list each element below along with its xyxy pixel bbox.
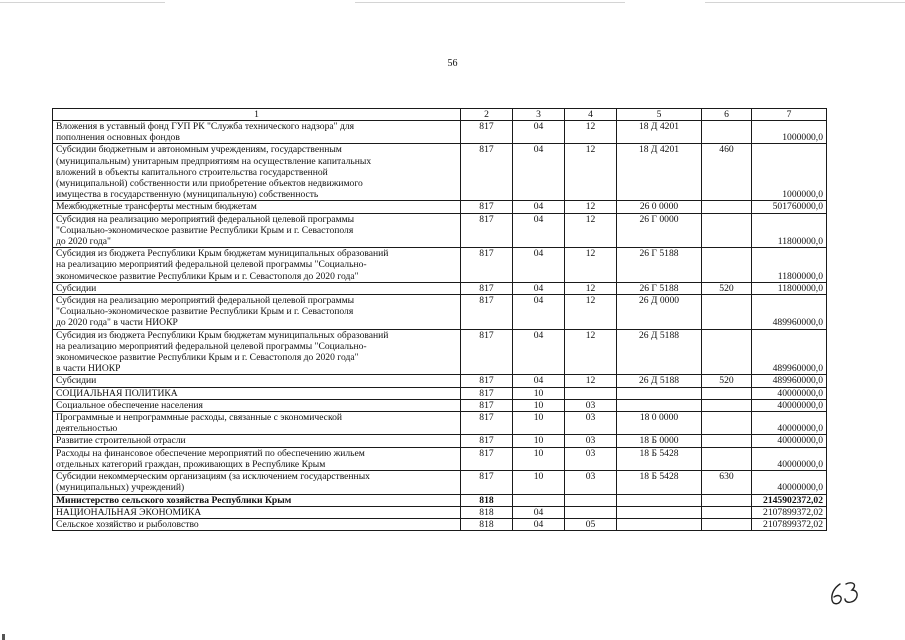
row-target-article-cell: 18 Б 0000: [617, 435, 702, 447]
row-target-article-cell: 18 Д 4201: [617, 144, 702, 201]
row-subsection-cell: 03: [565, 471, 617, 494]
header-cell-7: 7: [752, 109, 827, 121]
row-amount-cell: 11800000,0: [752, 213, 827, 248]
row-code-cell: 817: [461, 471, 513, 494]
table-row: [53, 447, 827, 470]
row-name-cell: Субсидии некоммерческим организациям (за исключением государственных (муниципальных) учреждений): [53, 471, 461, 494]
row-target-article-cell: 18 0 0000: [617, 412, 702, 435]
table-row: [53, 213, 827, 248]
budget-table: [52, 108, 827, 531]
row-amount-cell: 1000000,0: [752, 121, 827, 144]
scan-edge-line: [705, 2, 905, 3]
row-target-article-cell: [617, 494, 702, 506]
header-cell-2: 2: [461, 109, 513, 121]
row-subsection-cell: 05: [565, 518, 617, 530]
row-section-cell: 10: [513, 447, 565, 470]
row-section-cell: 04: [513, 144, 565, 201]
row-code-cell: 817: [461, 201, 513, 213]
row-name-cell: Субсидия на реализацию мероприятий федеральной целевой программы "Социально-экономическое развитие Республики Крым и г. Севастополя до 2020 года": [53, 213, 461, 248]
table-row: [53, 144, 827, 201]
table-row: [53, 471, 827, 494]
row-target-article-cell: [617, 506, 702, 518]
header-cell-6: 6: [702, 109, 752, 121]
header-cell-1: 1: [53, 109, 461, 121]
row-code-cell: 817: [461, 121, 513, 144]
row-subsection-cell: 03: [565, 435, 617, 447]
row-code-cell: 817: [461, 399, 513, 411]
row-target-article-cell: [617, 518, 702, 530]
row-name-cell: Развитие строительной отрасли: [53, 435, 461, 447]
row-code-cell: 817: [461, 329, 513, 375]
row-subsection-cell: [565, 494, 617, 506]
row-name-cell: Сельское хозяйство и рыболовство: [53, 518, 461, 530]
row-subsection-cell: 12: [565, 329, 617, 375]
row-target-article-cell: [617, 399, 702, 411]
row-amount-cell: 40000000,0: [752, 412, 827, 435]
row-target-article-cell: 26 0 0000: [617, 201, 702, 213]
row-name-cell: Программные и непрограммные расходы, связанные с экономической деятельностью: [53, 412, 461, 435]
row-section-cell: 10: [513, 412, 565, 435]
row-code-cell: 817: [461, 387, 513, 399]
table-body: [53, 109, 827, 531]
row-expense-type-cell: [702, 121, 752, 144]
row-target-article-cell: 18 Б 5428: [617, 447, 702, 470]
row-subsection-cell: 12: [565, 121, 617, 144]
row-amount-cell: 11800000,0: [752, 248, 827, 283]
row-target-article-cell: 26 Д 0000: [617, 295, 702, 330]
row-amount-cell: 489960000,0: [752, 329, 827, 375]
row-name-cell: Субсидии: [53, 375, 461, 387]
row-target-article-cell: [617, 387, 702, 399]
row-expense-type-cell: [702, 518, 752, 530]
scan-edge-line: [0, 2, 165, 3]
row-expense-type-cell: 520: [702, 282, 752, 294]
row-code-cell: 818: [461, 506, 513, 518]
row-amount-cell: 40000000,0: [752, 399, 827, 411]
row-section-cell: 04: [513, 329, 565, 375]
row-section-cell: 04: [513, 121, 565, 144]
row-subsection-cell: 12: [565, 295, 617, 330]
row-amount-cell: 501760000,0: [752, 201, 827, 213]
table-row: [53, 295, 827, 330]
table-row: [53, 412, 827, 435]
row-expense-type-cell: [702, 435, 752, 447]
row-name-cell: Субсидия из бюджета Республики Крым бюджетам муниципальных образований на реализацию мероприятий федеральной целевой программы "Социально- экономическое развитие Республики Крым и г. Севастополя до 2020 года": [53, 248, 461, 283]
row-target-article-cell: 26 Г 0000: [617, 213, 702, 248]
row-name-cell: Субсидии: [53, 282, 461, 294]
row-name-cell: Министерство сельского хозяйства Республики Крым: [53, 494, 461, 506]
row-section-cell: 04: [513, 213, 565, 248]
table-row: [53, 201, 827, 213]
row-amount-cell: 2107899372,02: [752, 506, 827, 518]
row-name-cell: Субсидия из бюджета Республики Крым бюджетам муниципальных образований на реализацию мероприятий федеральной целевой программы "Социально- экономическое развитие Республики Крым и г. Севастополя до 2020 года" в части НИОКР: [53, 329, 461, 375]
header-cell-3: 3: [513, 109, 565, 121]
row-name-cell: Расходы на финансовое обеспечение мероприятий по обеспечению жильем отдельных категорий граждан, проживающих в Республике Крым: [53, 447, 461, 470]
row-name-cell: НАЦИОНАЛЬНАЯ ЭКОНОМИКА: [53, 506, 461, 518]
row-target-article-cell: 26 Д 5188: [617, 329, 702, 375]
row-section-cell: 10: [513, 471, 565, 494]
row-code-cell: 817: [461, 375, 513, 387]
row-section-cell: [513, 494, 565, 506]
row-subsection-cell: 12: [565, 375, 617, 387]
table-row: [53, 494, 827, 506]
row-expense-type-cell: [702, 447, 752, 470]
row-target-article-cell: 18 Д 4201: [617, 121, 702, 144]
row-expense-type-cell: 520: [702, 375, 752, 387]
row-expense-type-cell: [702, 494, 752, 506]
row-section-cell: 04: [513, 248, 565, 283]
table-row: [53, 518, 827, 530]
table-row: [53, 387, 827, 399]
table-header-row: [53, 109, 827, 121]
row-name-cell: Субсидия на реализацию мероприятий федеральной целевой программы "Социально-экономическое развитие Республики Крым и г. Севастополя до 2020 года" в части НИОКР: [53, 295, 461, 330]
row-subsection-cell: 03: [565, 412, 617, 435]
row-code-cell: 817: [461, 435, 513, 447]
row-subsection-cell: 12: [565, 248, 617, 283]
table-row: [53, 329, 827, 375]
row-expense-type-cell: [702, 387, 752, 399]
row-name-cell: Межбюджетные трансферты местным бюджетам: [53, 201, 461, 213]
table-row: [53, 121, 827, 144]
table-row: [53, 375, 827, 387]
row-name-cell: Вложения в уставный фонд ГУП РК "Служба технического надзора" для пополнения основных фондов: [53, 121, 461, 144]
row-amount-cell: 40000000,0: [752, 435, 827, 447]
header-cell-5: 5: [617, 109, 702, 121]
row-code-cell: 818: [461, 518, 513, 530]
handwritten-signature: [826, 578, 866, 608]
row-code-cell: 817: [461, 295, 513, 330]
row-section-cell: 04: [513, 295, 565, 330]
row-expense-type-cell: [702, 506, 752, 518]
row-section-cell: 04: [513, 375, 565, 387]
row-subsection-cell: 12: [565, 282, 617, 294]
table-row: [53, 399, 827, 411]
row-expense-type-cell: [702, 213, 752, 248]
row-section-cell: 04: [513, 518, 565, 530]
row-expense-type-cell: [702, 201, 752, 213]
row-section-cell: 10: [513, 435, 565, 447]
row-subsection-cell: 12: [565, 213, 617, 248]
table-row: [53, 248, 827, 283]
row-section-cell: 04: [513, 282, 565, 294]
page-number: 56: [447, 58, 458, 69]
row-code-cell: 817: [461, 213, 513, 248]
row-target-article-cell: 26 Г 5188: [617, 248, 702, 283]
row-code-cell: 817: [461, 447, 513, 470]
row-expense-type-cell: [702, 329, 752, 375]
row-subsection-cell: 03: [565, 399, 617, 411]
row-section-cell: 10: [513, 399, 565, 411]
scan-edge-line: [355, 2, 625, 3]
row-amount-cell: 2145902372,02: [752, 494, 827, 506]
row-amount-cell: 40000000,0: [752, 447, 827, 470]
table-row: [53, 435, 827, 447]
row-amount-cell: 40000000,0: [752, 387, 827, 399]
row-subsection-cell: 12: [565, 144, 617, 201]
row-code-cell: 817: [461, 144, 513, 201]
row-target-article-cell: 18 Б 5428: [617, 471, 702, 494]
scan-edge-mark: [2, 634, 5, 640]
row-expense-type-cell: [702, 295, 752, 330]
row-section-cell: 04: [513, 506, 565, 518]
row-target-article-cell: 26 Д 5188: [617, 375, 702, 387]
row-expense-type-cell: [702, 248, 752, 283]
row-expense-type-cell: [702, 412, 752, 435]
row-target-article-cell: 26 Г 5188: [617, 282, 702, 294]
row-code-cell: 817: [461, 412, 513, 435]
row-amount-cell: 2107899372,02: [752, 518, 827, 530]
row-amount-cell: 40000000,0: [752, 471, 827, 494]
row-section-cell: 10: [513, 387, 565, 399]
row-name-cell: Социальное обеспечение населения: [53, 399, 461, 411]
row-expense-type-cell: [702, 399, 752, 411]
row-subsection-cell: 03: [565, 447, 617, 470]
row-subsection-cell: [565, 387, 617, 399]
table-row: [53, 282, 827, 294]
row-subsection-cell: 12: [565, 201, 617, 213]
row-subsection-cell: [565, 506, 617, 518]
row-code-cell: 817: [461, 282, 513, 294]
row-code-cell: 817: [461, 248, 513, 283]
table-row: [53, 506, 827, 518]
row-amount-cell: 489960000,0: [752, 375, 827, 387]
row-expense-type-cell: 630: [702, 471, 752, 494]
row-amount-cell: 11800000,0: [752, 282, 827, 294]
row-section-cell: 04: [513, 201, 565, 213]
row-amount-cell: 1000000,0: [752, 144, 827, 201]
row-expense-type-cell: 460: [702, 144, 752, 201]
row-name-cell: Субсидии бюджетным и автономным учреждениям, государственным (муниципальным) унитарным предприятиям на осуществление капитальных вложений в объекты капитального строительства государственной (муниципальной) собственности или приобретение объектов недвижимого имущества в государственную (муниципальную) собственность: [53, 144, 461, 201]
row-amount-cell: 489960000,0: [752, 295, 827, 330]
header-cell-4: 4: [565, 109, 617, 121]
row-code-cell: 818: [461, 494, 513, 506]
row-name-cell: СОЦИАЛЬНАЯ ПОЛИТИКА: [53, 387, 461, 399]
